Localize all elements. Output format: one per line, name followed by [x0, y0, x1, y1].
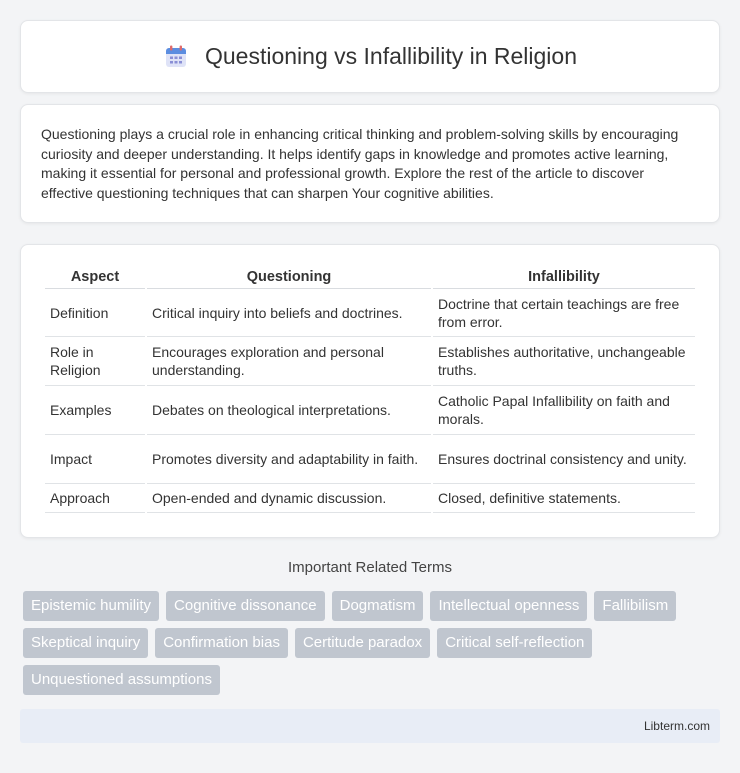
- cell-infallibility: Catholic Papal Infallibility on faith and morals.: [433, 386, 695, 435]
- cell-questioning: Critical inquiry into beliefs and doctrines.: [147, 289, 431, 337]
- tag-intellectual-openness[interactable]: Intellectual openness: [430, 591, 587, 621]
- cell-aspect: Definition: [45, 289, 145, 337]
- table-row: [45, 484, 695, 513]
- header-questioning: Questioning: [147, 265, 431, 289]
- cell-infallibility: Ensures doctrinal consistency and unity.: [433, 435, 695, 484]
- cell-infallibility: Doctrine that certain teachings are free from error.: [433, 289, 695, 337]
- cell-questioning: Debates on theological interpretations.: [147, 386, 431, 435]
- related-terms-list: [23, 591, 723, 695]
- table-row: [45, 386, 695, 435]
- tag-certitude-paradox[interactable]: Certitude paradox: [295, 628, 430, 658]
- table-row: [45, 337, 695, 386]
- header-infallibility: Infallibility: [433, 265, 695, 289]
- tag-confirmation-bias[interactable]: Confirmation bias: [155, 628, 288, 658]
- cell-aspect: Examples: [45, 386, 145, 435]
- calendar-icon: [163, 44, 189, 70]
- intro-text: Questioning plays a crucial role in enhancing critical thinking and problem-solving skills by encouraging curiosity and deeper understanding. It helps identify gaps in knowledge and promotes active learning, making it essential for personal and professional growth. Explore the rest of the article to discover effective questioning techniques that can sharpen Your cognitive abilities.: [41, 126, 679, 201]
- related-terms-title: Important Related Terms: [288, 559, 452, 576]
- table-row: [45, 435, 695, 484]
- table-row: [45, 289, 695, 337]
- comparison-table: [43, 265, 697, 513]
- tag-dogmatism[interactable]: Dogmatism: [332, 591, 424, 621]
- tag-fallibilism[interactable]: Fallibilism: [594, 591, 676, 621]
- cell-questioning: Open-ended and dynamic discussion.: [147, 484, 431, 513]
- table-header-row: [45, 265, 695, 289]
- footer: [20, 709, 720, 743]
- intro-card: [20, 104, 720, 223]
- tag-epistemic-humility[interactable]: Epistemic humility: [23, 591, 159, 621]
- cell-aspect: Impact: [45, 435, 145, 484]
- tag-cognitive-dissonance[interactable]: Cognitive dissonance: [166, 591, 325, 621]
- page-title: Questioning vs Infallibility in Religion: [204, 43, 578, 69]
- tag-unquestioned-assumptions[interactable]: Unquestioned assumptions: [23, 665, 220, 695]
- tag-critical-self-reflection[interactable]: Critical self-reflection: [437, 628, 592, 658]
- cell-infallibility: Closed, definitive statements.: [433, 484, 695, 513]
- cell-aspect: Approach: [45, 484, 145, 513]
- header-card: [20, 20, 720, 93]
- cell-aspect: Role in Religion: [45, 337, 145, 386]
- cell-questioning: Promotes diversity and adaptability in faith.: [147, 435, 431, 484]
- cell-questioning: Encourages exploration and personal understanding.: [147, 337, 431, 386]
- header-aspect: Aspect: [45, 265, 145, 289]
- footer-site-link[interactable]: Libterm.com: [643, 719, 710, 733]
- tag-skeptical-inquiry[interactable]: Skeptical inquiry: [23, 628, 148, 658]
- cell-infallibility: Establishes authoritative, unchangeable truths.: [433, 337, 695, 386]
- comparison-card: [20, 244, 720, 538]
